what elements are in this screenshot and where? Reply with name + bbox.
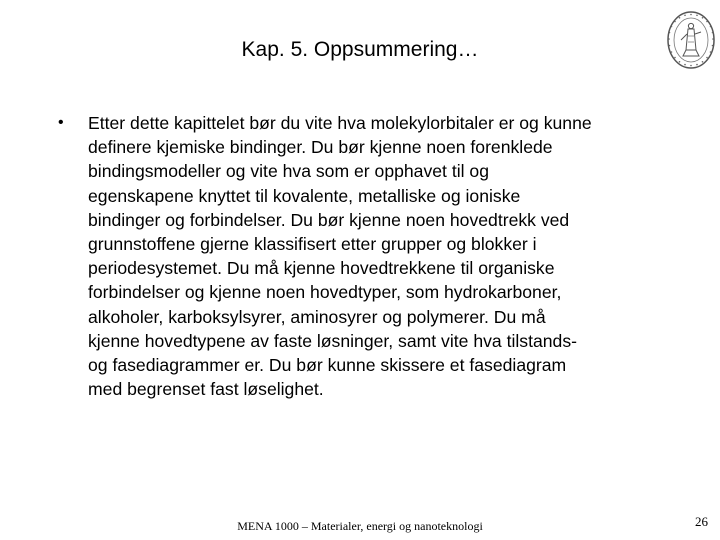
bullet-line: bindingsmodeller og vite hva som er opphavet til og: [88, 161, 489, 182]
bullet-line: bindinger og forbindelser. Du bør kjenne noen hovedtrekk ved: [88, 209, 570, 230]
bullet-line: periodesystemet. Du må kjenne hovedtrekkene til organiske: [88, 258, 555, 279]
bullet-item: [54, 111, 664, 401]
bullet-line: Etter dette kapittelet bør du vite hva molekylorbitaler er og kunne: [88, 113, 592, 133]
page-number: 26: [695, 514, 708, 529]
bullet-line: og fasediagrammer er. Du bør kunne skissere et fasediagram: [88, 355, 567, 376]
bullet-line: med begrenset fast løselighet.: [88, 379, 324, 400]
slide-footer: MENA 1000 – Materialer, energi og nanoteknologi: [237, 519, 483, 533]
bullet-line: egenskapene knyttet til kovalente, metalliske og ioniske: [88, 185, 521, 206]
bullet-line: grunnstoffene gjerne klassifisert etter grupper og blokker i: [88, 234, 537, 255]
bullet-line: forbindelser og kjenne noen hovedtyper, som hydrokarboner,: [88, 282, 562, 303]
bullet-line: alkoholer, karboksylsyrer, aminosyrer og polymerer. Du må: [88, 306, 546, 327]
bullet-marker: •: [58, 114, 64, 131]
slide-title: Kap. 5. Oppsummering…: [241, 38, 479, 61]
bullet-line: kjenne hovedtypene av faste løsninger, samt vite hva tilstands-: [88, 330, 577, 351]
bullet-text: [88, 111, 668, 401]
bullet-line: definere kjemiske bindinger. Du bør kjenne noen forenklede: [88, 137, 553, 158]
university-seal-icon: [666, 10, 716, 70]
